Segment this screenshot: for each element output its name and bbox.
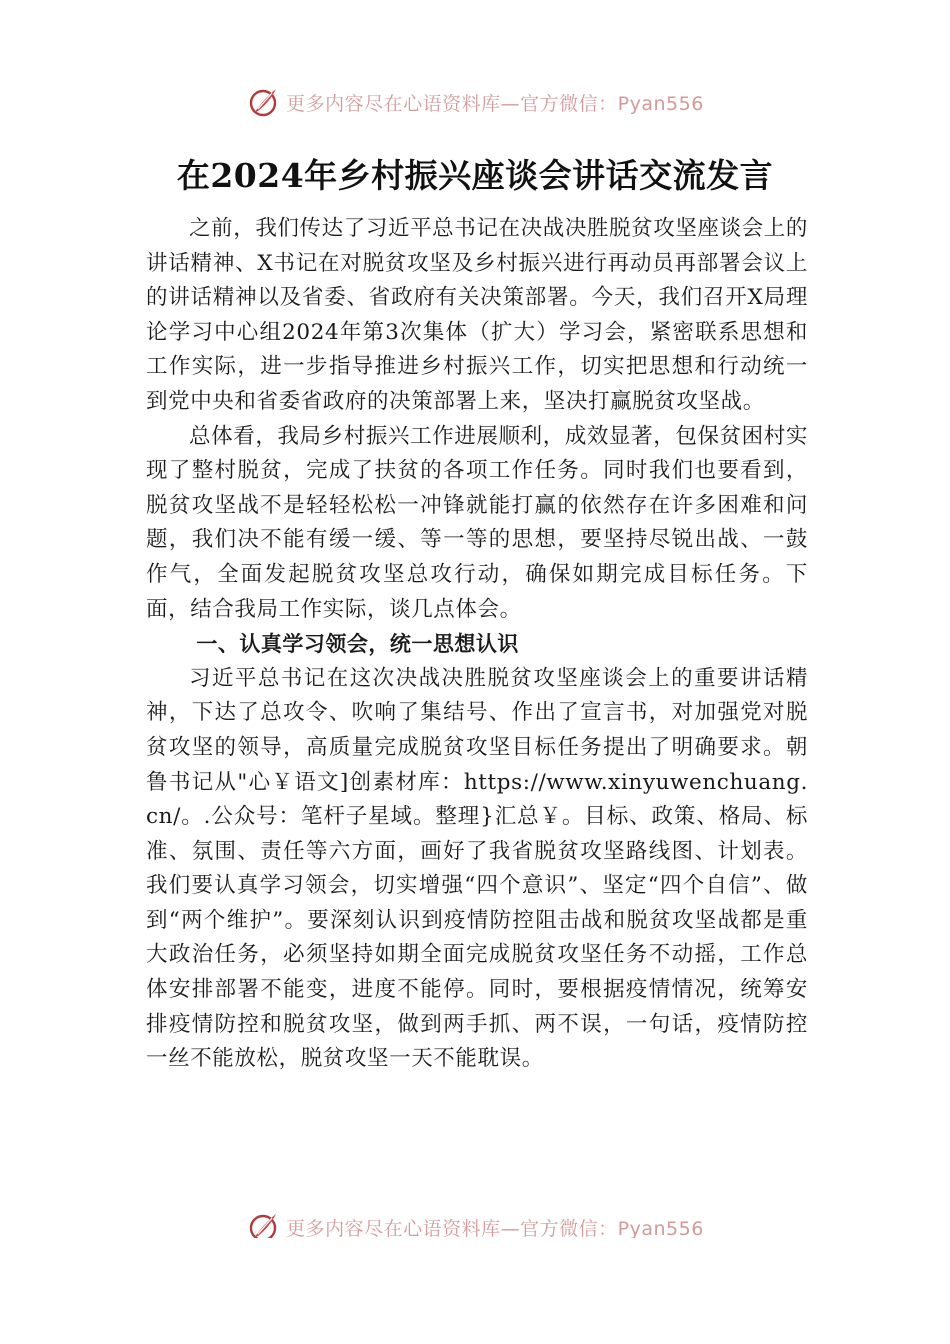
footer-watermark-content xyxy=(246,1210,704,1238)
header-watermark-banner xyxy=(0,82,950,122)
section-heading: 一、认真学习领会，统一思想认识 xyxy=(196,632,519,657)
feather-pen-logo-icon xyxy=(246,1210,280,1238)
body-paragraph: 之前，我们传达了习近平总书记在决战决胜脱贫攻坚座谈会上的讲话精神、X书记在对脱贫攻坚及乡村振兴进行再动员再部署会议上的讲话精神以及省委、省政府有关决策部署。今天，我们召开X局理论学习中心组2024年第3次集体（扩大）学习会，紧密联系思想和工作实际，进一步指导推进乡村振兴工作，切实把思想和行动统一到党中央和省委省政府的决策部署上来，坚决打赢脱贫攻坚战。 xyxy=(146,216,808,414)
header-watermark-text: 更多内容尽在心语资料库—官方微信：Pyan556 xyxy=(286,92,704,115)
section-paragraph: 习近平总书记在这次决战决胜脱贫攻坚座谈会上的重要讲话精神，下达了总攻令、吹响了集结号、作出了宣言书，对加强党对脱贫攻坚的领导，高质量完成脱贫攻坚目标任务提出了明确要求。朝鲁书记从"心￥语文]创素材库：https://www.xinyuwenchuang.cn/。.公众号：笔杆子星域。整理}汇总￥。目标、政策、格局、标准、氛围、责任等六方面，画好了我省脱贫攻坚路线图、计划表。我们要认真学习领会，切实增强“四个意识”、坚定“四个自信”、做到“两个维护”。要深刻认识到疫情防控阻击战和脱贫攻坚战都是重大政治任务，必须坚持如期全面完成脱贫攻坚任务不动摇，工作总体安排部署不能变，进度不能停。同时，要根据疫情情况，统筹安排疫情防控和脱贫攻坚，做到两手抓、两不误，一句话，疫情防控一丝不能放松，脱贫攻坚一天不能耽误。 xyxy=(146,665,808,1072)
body-paragraph: 总体看，我局乡村振兴工作进展顺利，成效显著，包保贫困村实现了整村脱贫，完成了扶贫的各项工作任务。同时我们也要看到，脱贫攻坚战不是轻轻松松一冲锋就能打赢的依然存在许多困难和问题，我们决不能有缓一缓、等一等的思想，要坚持尽锐出战、一鼓作气，全面发起脱贫攻坚总攻行动，确保如期完成目标任务。下面，结合我局工作实际，谈几点体会。 xyxy=(146,423,808,622)
document-body xyxy=(146,212,808,1077)
document-title: 在2024年乡村振兴座谈会讲话交流发言 xyxy=(176,156,774,195)
feather-pen-logo-icon xyxy=(246,85,280,119)
header-watermark-content xyxy=(246,85,704,119)
footer-watermark-text: 更多内容尽在心语资料库—官方微信：Pyan556 xyxy=(286,1217,704,1238)
footer-watermark-banner xyxy=(0,1204,950,1238)
